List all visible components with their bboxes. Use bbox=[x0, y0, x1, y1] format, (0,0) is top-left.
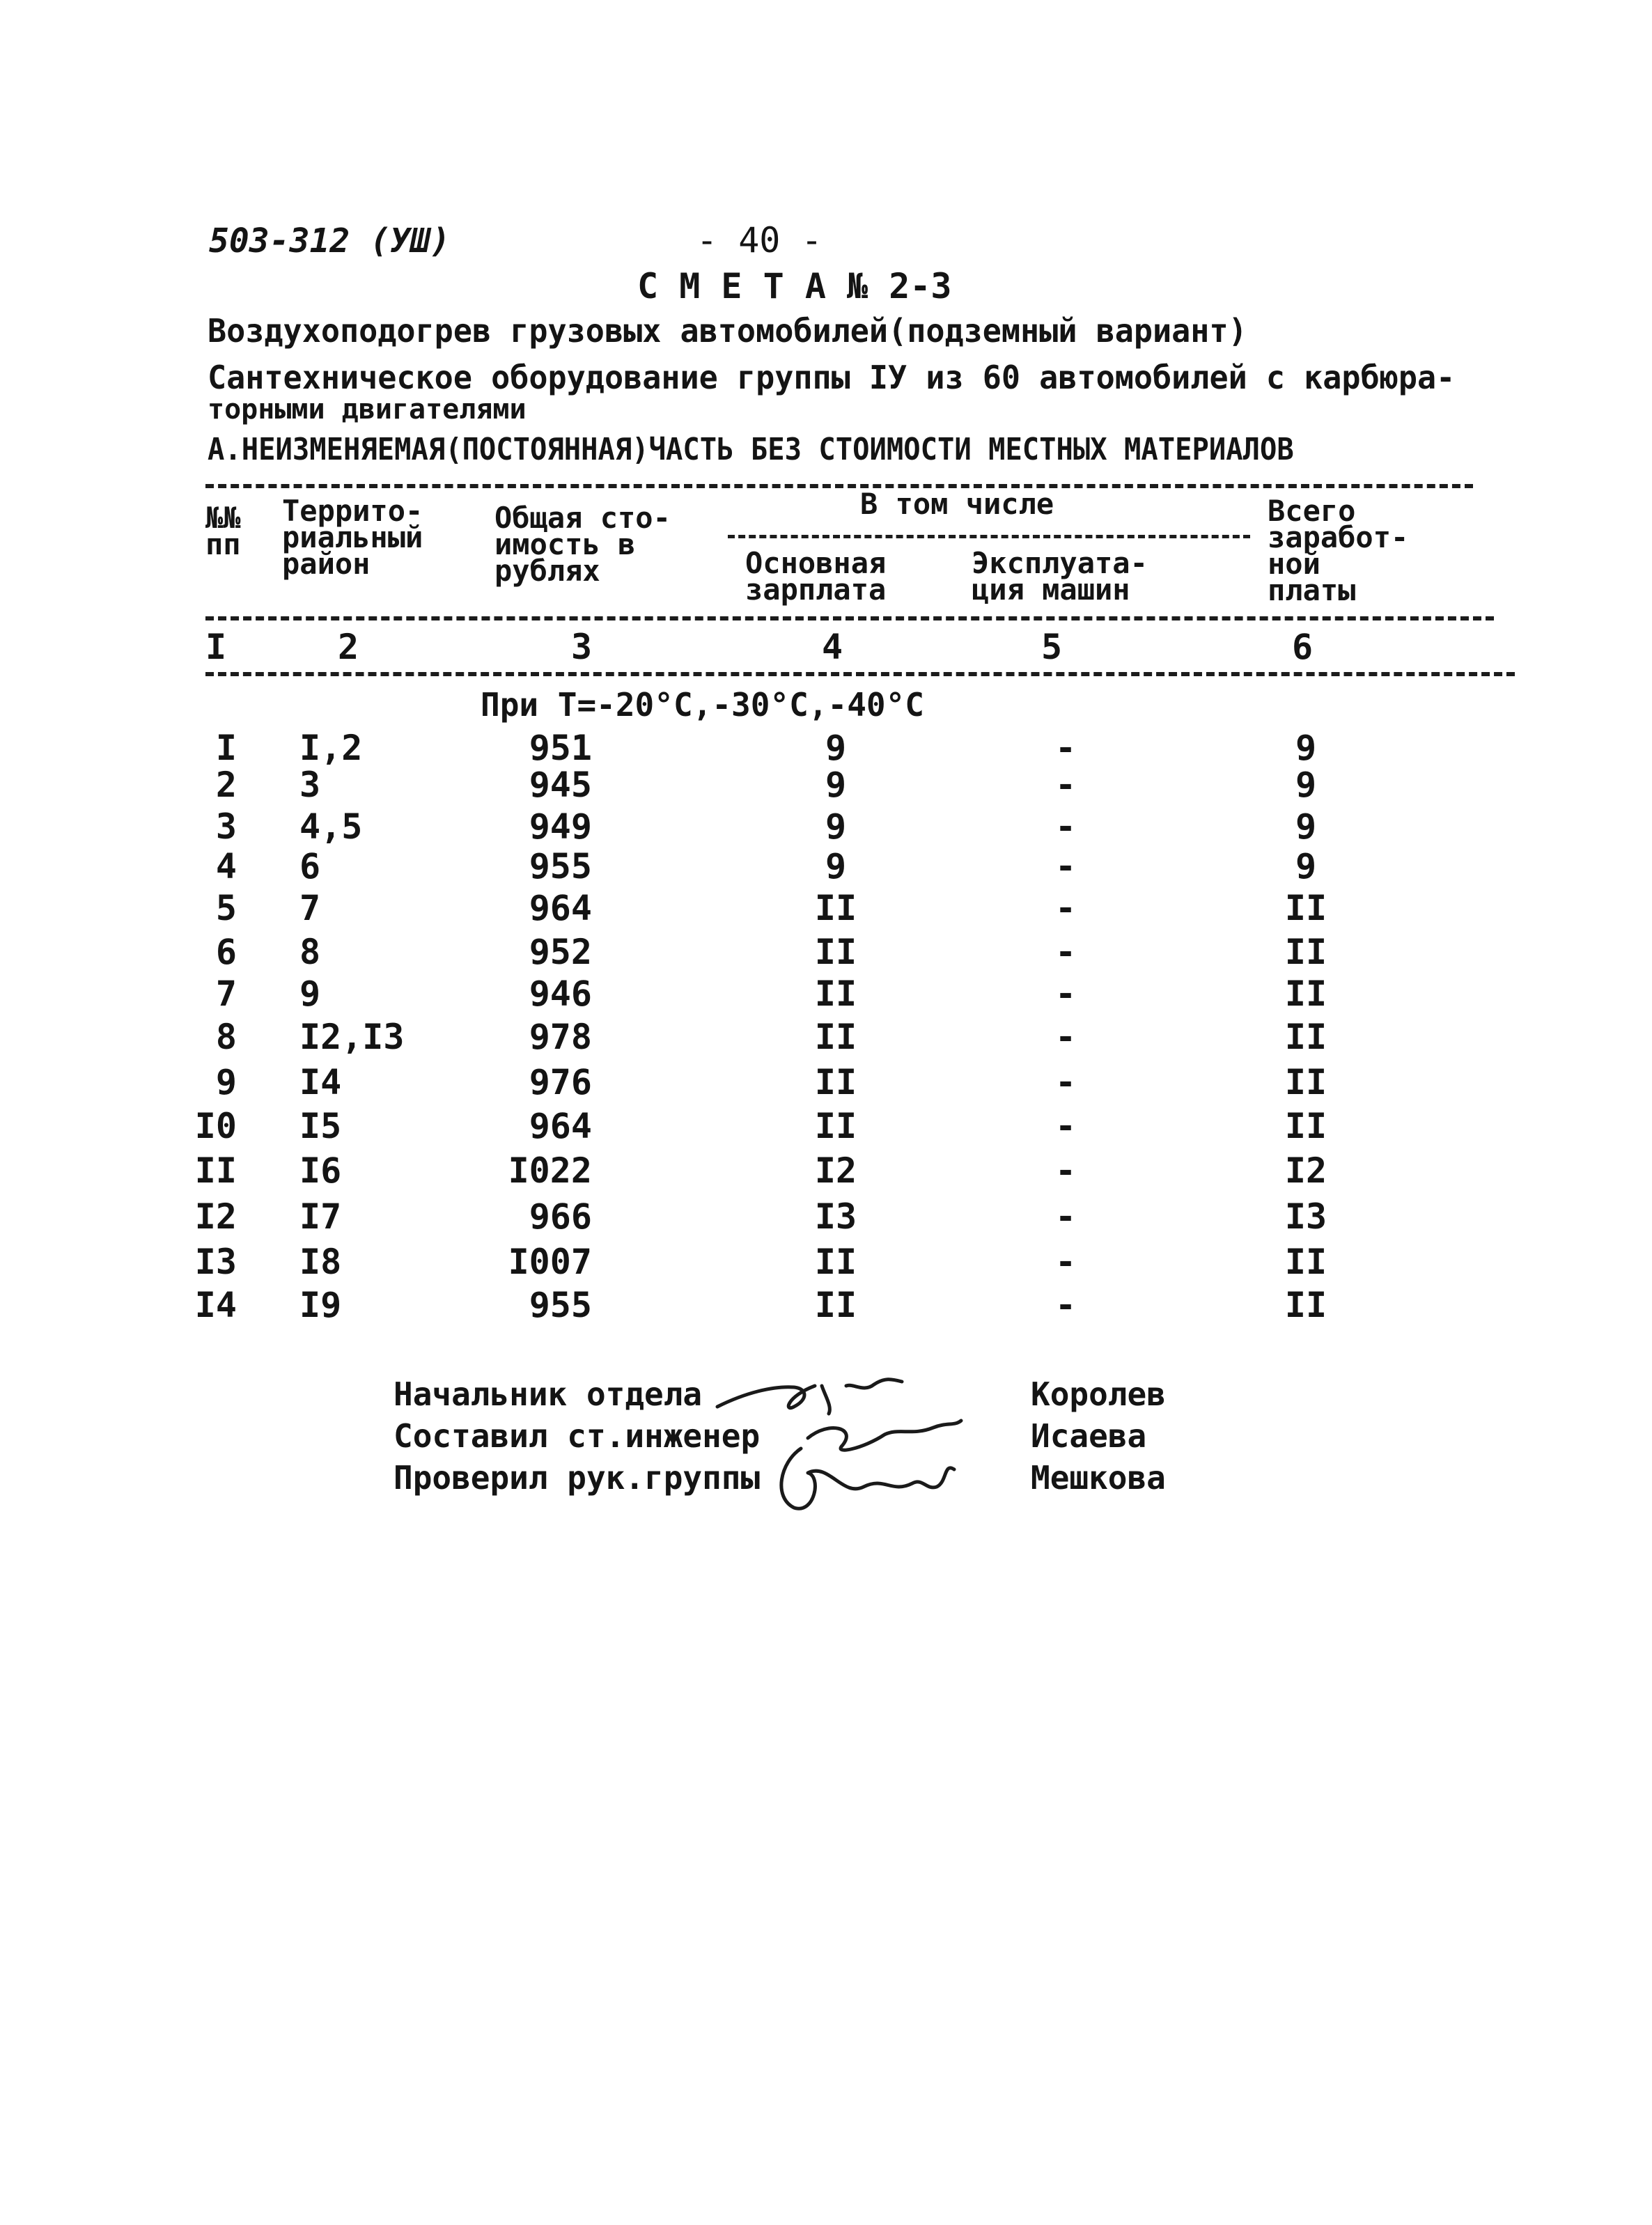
cell-total-wages: II bbox=[1284, 888, 1327, 928]
cell-number: 5 bbox=[215, 888, 237, 928]
cell-total-wages: II bbox=[1284, 1106, 1327, 1146]
cell-cost: 955 bbox=[529, 1285, 592, 1325]
table-top-rule bbox=[205, 484, 1473, 488]
header-col-cost: Общая сто- имость в рублях bbox=[494, 501, 671, 588]
cell-number: I4 bbox=[194, 1285, 237, 1325]
cell-total-wages: II bbox=[1284, 1017, 1327, 1057]
cell-base-salary: II bbox=[814, 1062, 857, 1102]
cell-base-salary: I2 bbox=[814, 1150, 857, 1191]
cell-machines: - bbox=[1054, 1242, 1077, 1282]
cell-machines: - bbox=[1054, 1106, 1077, 1146]
column-number-3: 3 bbox=[570, 627, 593, 667]
signature-name-2: Исаева bbox=[1031, 1417, 1147, 1455]
cell-machines: - bbox=[1054, 846, 1077, 887]
cell-region: 4,5 bbox=[299, 806, 363, 847]
cell-region: I8 bbox=[299, 1242, 342, 1282]
cell-total-wages: 9 bbox=[1295, 806, 1317, 847]
cell-total-wages: II bbox=[1284, 1285, 1327, 1325]
document-code: 503-312 (УШ) bbox=[209, 221, 451, 260]
cell-number: I bbox=[215, 728, 237, 768]
cell-cost: 966 bbox=[529, 1196, 592, 1237]
signature-name-1: Королев bbox=[1031, 1375, 1166, 1413]
column-number-2: 2 bbox=[337, 627, 359, 667]
signature-role-3: Проверил рук.группы bbox=[393, 1459, 761, 1497]
header-bottom-rule bbox=[205, 616, 1494, 620]
cell-region: 7 bbox=[299, 888, 321, 928]
cell-cost: 946 bbox=[529, 974, 592, 1014]
page-number: - 40 - bbox=[696, 220, 823, 260]
header-col-total-wages: Всего заработ- ной платы bbox=[1268, 494, 1409, 607]
cell-base-salary: II bbox=[814, 974, 857, 1014]
cell-region: I2,I3 bbox=[299, 1017, 405, 1057]
cell-base-salary: I3 bbox=[814, 1196, 857, 1237]
cell-base-salary: 9 bbox=[825, 728, 847, 768]
cell-base-salary: 9 bbox=[825, 846, 847, 887]
cell-total-wages: 9 bbox=[1295, 846, 1317, 887]
cell-number: 7 bbox=[215, 974, 237, 1014]
cell-base-salary: 9 bbox=[825, 806, 847, 847]
estimate-title: С М Е Т А № 2-3 bbox=[637, 266, 952, 306]
cell-cost: 951 bbox=[529, 728, 592, 768]
cell-cost: I022 bbox=[508, 1150, 592, 1191]
cell-region: 6 bbox=[299, 846, 321, 887]
cell-base-salary: II bbox=[814, 1106, 857, 1146]
column-number-rule bbox=[205, 672, 1515, 676]
cell-cost: 952 bbox=[529, 932, 592, 972]
cell-region: 8 bbox=[299, 932, 321, 972]
cell-region: I4 bbox=[299, 1062, 342, 1102]
cell-region: I5 bbox=[299, 1106, 342, 1146]
cell-number: 2 bbox=[215, 765, 237, 805]
cell-machines: - bbox=[1054, 1062, 1077, 1102]
temperature-condition: При Т=-20°С,-30°С,-40°С bbox=[481, 686, 924, 724]
handwritten-signatures bbox=[703, 1358, 1010, 1539]
cell-region: I9 bbox=[299, 1285, 342, 1325]
signature-role-2: Составил ст.инженер bbox=[393, 1417, 761, 1455]
cell-total-wages: 9 bbox=[1295, 765, 1317, 805]
header-col-machines: Эксплуата- ция машин bbox=[972, 546, 1148, 607]
signature-mark-1 bbox=[717, 1386, 815, 1408]
signature-name-3: Мешкова bbox=[1031, 1459, 1166, 1497]
signature-mark-3 bbox=[781, 1449, 954, 1508]
cell-cost: 964 bbox=[529, 1106, 592, 1146]
cell-cost: 949 bbox=[529, 806, 592, 847]
header-col-region: Террито- риальный район bbox=[282, 494, 423, 581]
cell-number: I2 bbox=[194, 1196, 237, 1237]
cell-total-wages: I2 bbox=[1284, 1150, 1327, 1191]
cell-cost: 945 bbox=[529, 765, 592, 805]
cell-total-wages: II bbox=[1284, 1242, 1327, 1282]
cell-machines: - bbox=[1054, 728, 1077, 768]
cell-number: 4 bbox=[215, 846, 237, 887]
cell-total-wages: II bbox=[1284, 974, 1327, 1014]
subtitle-line-3: торными двигателями bbox=[208, 393, 527, 426]
cell-cost: 955 bbox=[529, 846, 592, 887]
header-group-including: В том числе bbox=[860, 487, 1054, 521]
cell-machines: - bbox=[1054, 1285, 1077, 1325]
cell-region: 9 bbox=[299, 974, 321, 1014]
cell-region: 3 bbox=[299, 765, 321, 805]
cell-base-salary: II bbox=[814, 1242, 857, 1282]
cell-base-salary: II bbox=[814, 932, 857, 972]
cell-cost: I007 bbox=[508, 1242, 592, 1282]
cell-base-salary: 9 bbox=[825, 765, 847, 805]
cell-machines: - bbox=[1054, 1017, 1077, 1057]
cell-number: I3 bbox=[194, 1242, 237, 1282]
cell-machines: - bbox=[1054, 1196, 1077, 1237]
cell-number: I0 bbox=[194, 1106, 237, 1146]
cell-total-wages: II bbox=[1284, 932, 1327, 972]
header-group-rule bbox=[728, 535, 1250, 538]
cell-base-salary: II bbox=[814, 1017, 857, 1057]
cell-region: I6 bbox=[299, 1150, 342, 1191]
column-number-1: I bbox=[205, 627, 227, 667]
column-number-4: 4 bbox=[821, 627, 843, 667]
cell-number: 3 bbox=[215, 806, 237, 847]
cell-base-salary: II bbox=[814, 888, 857, 928]
cell-machines: - bbox=[1054, 1150, 1077, 1191]
signature-mark-2 bbox=[808, 1421, 961, 1450]
signature-mark-1b bbox=[822, 1380, 902, 1414]
cell-base-salary: II bbox=[814, 1285, 857, 1325]
cell-machines: - bbox=[1054, 974, 1077, 1014]
cell-total-wages: II bbox=[1284, 1062, 1327, 1102]
cell-number: 9 bbox=[215, 1062, 237, 1102]
cell-number: 8 bbox=[215, 1017, 237, 1057]
cell-machines: - bbox=[1054, 765, 1077, 805]
cell-total-wages: 9 bbox=[1295, 728, 1317, 768]
cell-region: I,2 bbox=[299, 728, 363, 768]
signature-role-1: Начальник отдела bbox=[393, 1375, 703, 1413]
cell-total-wages: I3 bbox=[1284, 1196, 1327, 1237]
cell-machines: - bbox=[1054, 932, 1077, 972]
cell-number: 6 bbox=[215, 932, 237, 972]
header-col-number: №№ пп bbox=[205, 501, 241, 561]
cell-number: II bbox=[194, 1150, 237, 1191]
subtitle-line-1: Воздухоподогрев грузовых автомобилей(подземный вариант) bbox=[208, 312, 1247, 350]
cell-machines: - bbox=[1054, 806, 1077, 847]
subtitle-line-2: Сантехническое оборудование группы IУ из 60 автомобилей с карбюра- bbox=[208, 359, 1456, 396]
cell-machines: - bbox=[1054, 888, 1077, 928]
cell-cost: 978 bbox=[529, 1017, 592, 1057]
cell-region: I7 bbox=[299, 1196, 342, 1237]
cell-cost: 964 bbox=[529, 888, 592, 928]
column-number-5: 5 bbox=[1041, 627, 1063, 667]
header-col-base-salary: Основная зарплата bbox=[745, 546, 887, 607]
section-title: А.НЕИЗМЕНЯЕМАЯ(ПОСТОЯННАЯ)ЧАСТЬ БЕЗ СТОИМОСТИ МЕСТНЫХ МАТЕРИАЛОВ bbox=[208, 432, 1294, 467]
cell-cost: 976 bbox=[529, 1062, 592, 1102]
column-number-6: 6 bbox=[1291, 627, 1314, 667]
